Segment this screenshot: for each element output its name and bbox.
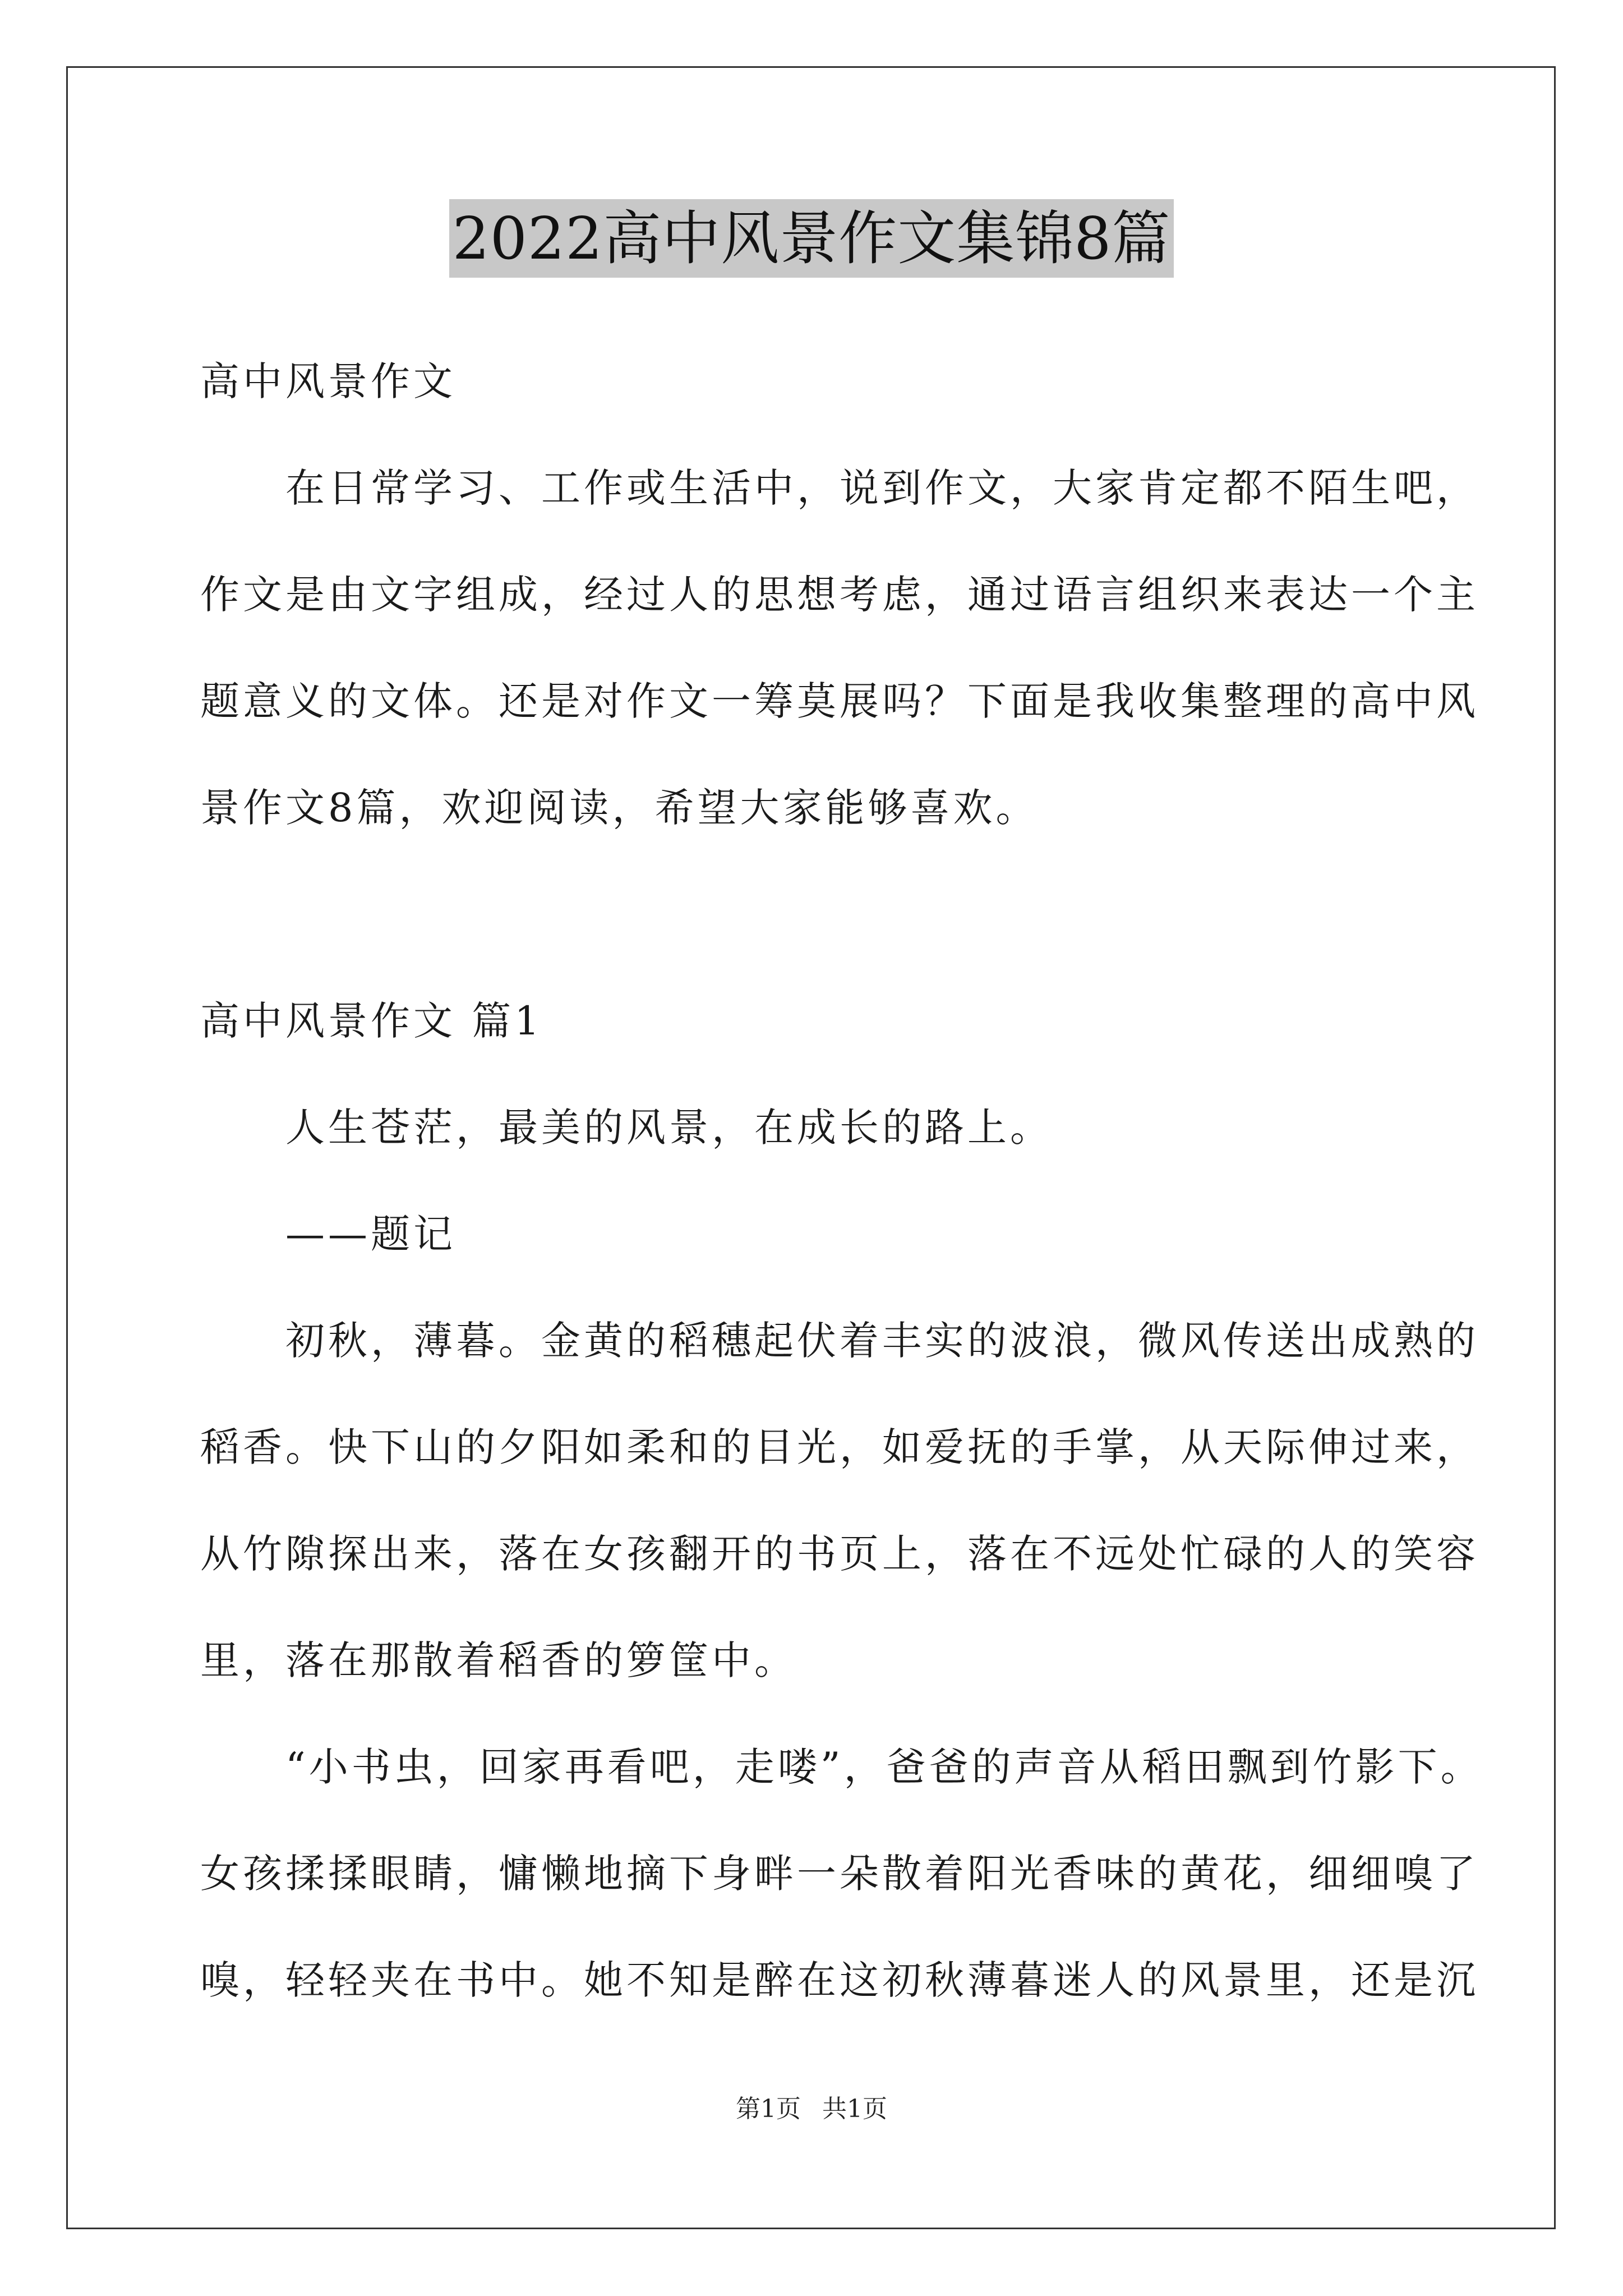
section-heading: 高中风景作文 篇1	[200, 998, 543, 1044]
text-line: 在日常学习、工作或生活中，说到作文，大家肯定都不陌生吧，	[200, 465, 1479, 511]
section-heading: 高中风景作文	[200, 358, 456, 404]
text-line: 作文是由文字组成，经过人的思想考虑，通过语言组织来表达一个主	[200, 572, 1479, 618]
text-line: 人生苍茫，最美的风景，在成长的路上。	[200, 1105, 1053, 1151]
text-line: 嗅，轻轻夹在书中。她不知是醉在这初秋薄暮迷人的风景里，还是沉	[200, 1957, 1479, 2003]
text-line: 从竹隙探出来，落在女孩翻开的书页上，落在不远处忙碌的人的笑容	[200, 1531, 1479, 1577]
page-number: 第1页	[736, 2095, 801, 2123]
page-footer	[0, 2092, 1623, 2126]
text-line: 女孩揉揉眼睛，慵懒地摘下身畔一朵散着阳光香味的黄花，细细嗅了	[200, 1851, 1479, 1897]
text-line: 稻香。快下山的夕阳如柔和的目光，如爱抚的手掌，从天际伸过来，	[200, 1424, 1479, 1470]
text-line: 题意义的文体。还是对作文一筹莫展吗？下面是我收集整理的高中风	[200, 678, 1479, 724]
title-container	[0, 199, 1623, 278]
page-total: 共1页	[822, 2095, 887, 2123]
text-line: ——题记	[200, 1211, 456, 1257]
text-line: 初秋，薄暮。金黄的稻穗起伏着丰实的波浪，微风传送出成熟的	[200, 1318, 1479, 1364]
text-line: 里，落在那散着稻香的箩筐中。	[200, 1637, 797, 1683]
document-title: 2022高中风景作文集锦8篇	[449, 199, 1174, 278]
text-line: 景作文8篇，欢迎阅读，希望大家能够喜欢。	[200, 785, 1039, 831]
text-line: “小书虫，回家再看吧，走喽”，爸爸的声音从稻田飘到竹影下。	[200, 1744, 1483, 1790]
